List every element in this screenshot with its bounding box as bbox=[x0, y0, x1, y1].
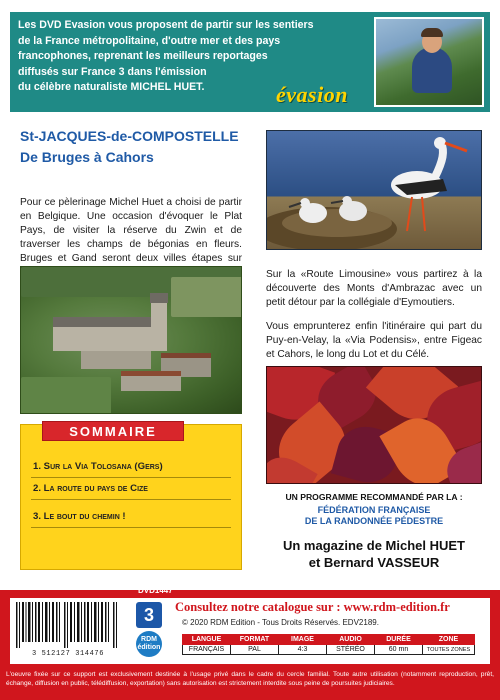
page-title: St-JACQUES-de-COMPOSTELLE bbox=[20, 128, 239, 144]
catalog-link[interactable]: Consultez notre catalogue sur : www.rdm-edition.fr bbox=[175, 600, 450, 614]
spec-value: TOUTES ZONES bbox=[423, 645, 475, 655]
page-subtitle: De Bruges à Cahors bbox=[20, 149, 154, 165]
sommaire-item: 2. La route du pays de Cize bbox=[33, 483, 148, 494]
header-banner bbox=[10, 12, 490, 112]
header-intro-line: Les DVD Evasion vous proposent de partir sur les sentiers bbox=[18, 19, 314, 31]
product-reference: DVD1447 bbox=[138, 586, 173, 595]
legal-notice: L'oeuvre fixée sur ce support est exclusivement destinée à l'usage privé dans le cadre du cercle familial. Toute autre utilisation (notamment reproduction, prêt, échange, diffusion en public, télédiffusion, exportation) sans autorisation est strictement interdite sous peine de poursuites judiciaires. bbox=[6, 671, 494, 687]
route-paragraph: Sur la «Route Limousine» vous partirez à la découverte des Monts d'Ambrazac avec un petit détour par la collégiale d'Eymoutiers. bbox=[266, 269, 482, 308]
recommendation-block bbox=[266, 492, 482, 526]
credit-line: Un magazine de Michel HUET bbox=[282, 538, 466, 553]
federation-name-2: DE LA RANDONNÉE PÉDESTRE bbox=[304, 516, 444, 526]
evasion-logo: évasion bbox=[276, 82, 348, 107]
spec-value: 60 mn bbox=[375, 645, 423, 655]
presenter-photo bbox=[374, 17, 484, 107]
spec-value: 4:3 bbox=[279, 645, 327, 655]
sommaire-heading: SOMMAIRE bbox=[42, 421, 184, 441]
sommaire-item: 1. Sur la Via Tolosana (Gers) bbox=[33, 461, 163, 472]
sommaire-box bbox=[20, 424, 242, 570]
footer-panel bbox=[10, 586, 490, 664]
spec-header: AUDIO bbox=[327, 635, 375, 645]
header-intro-line: du célèbre naturaliste MICHEL HUET. bbox=[18, 81, 205, 94]
abbey-photo bbox=[20, 266, 242, 414]
rdm-logo: RDM édition bbox=[136, 631, 162, 657]
spec-header: ZONE bbox=[423, 635, 475, 645]
magazine-credits bbox=[266, 537, 482, 571]
recommendation-label: UN PROGRAMME RECOMMANDÉ PAR LA : bbox=[285, 492, 463, 502]
route-description bbox=[266, 268, 482, 372]
barcode-number: 3 512127 314476 bbox=[31, 650, 104, 658]
intro-paragraph: Pour ce pèlerinage Michel Huet a choisi de partir en Belgique. Une occasion d'évoquer le Plat Pays, de visiter la réserve du Zwin et de traverser les champs de bégonias en fleurs. Bruges et Gand seront deux villes étapes sur bbox=[20, 197, 242, 264]
specs-table bbox=[182, 634, 475, 655]
spec-value: STÉRÉO bbox=[327, 645, 375, 655]
spec-value: PAL bbox=[231, 645, 279, 655]
sommaire-item: 3. Le bout du chemin ! bbox=[33, 511, 126, 522]
route-paragraph: Vous emprunterez enfin l'itinéraire qui part du Puy-en-Velay, la «Via Podensis», entre Figeac et Cahors, le long du Lot et du Célé. bbox=[266, 321, 482, 360]
header-intro-line: diffusés sur France 3 dans l'émission bbox=[18, 65, 207, 78]
credit-line: et Bernard VASSEUR bbox=[308, 555, 440, 570]
france3-logo: 3 bbox=[136, 602, 162, 628]
spec-value: FRANÇAIS bbox=[183, 645, 231, 655]
spec-header: LANGUE bbox=[183, 635, 231, 645]
header-intro-line: de la France métropolitaine, d'outre mer et des pays bbox=[18, 34, 281, 47]
spec-header: DURÉE bbox=[375, 635, 423, 645]
autumn-leaves-photo bbox=[266, 366, 482, 484]
barcode-icon bbox=[14, 602, 122, 648]
header-intro-line: francophones, reprenant les meilleurs reportages bbox=[18, 50, 268, 63]
spec-header: IMAGE bbox=[279, 635, 327, 645]
spec-header: FORMAT bbox=[231, 635, 279, 645]
copyright-notice: © 2020 RDM Edition - Tous Droits Réservés. EDV2189. bbox=[182, 618, 379, 627]
storks-photo bbox=[266, 130, 482, 250]
federation-name: FÉDÉRATION FRANÇAISE bbox=[317, 505, 431, 515]
